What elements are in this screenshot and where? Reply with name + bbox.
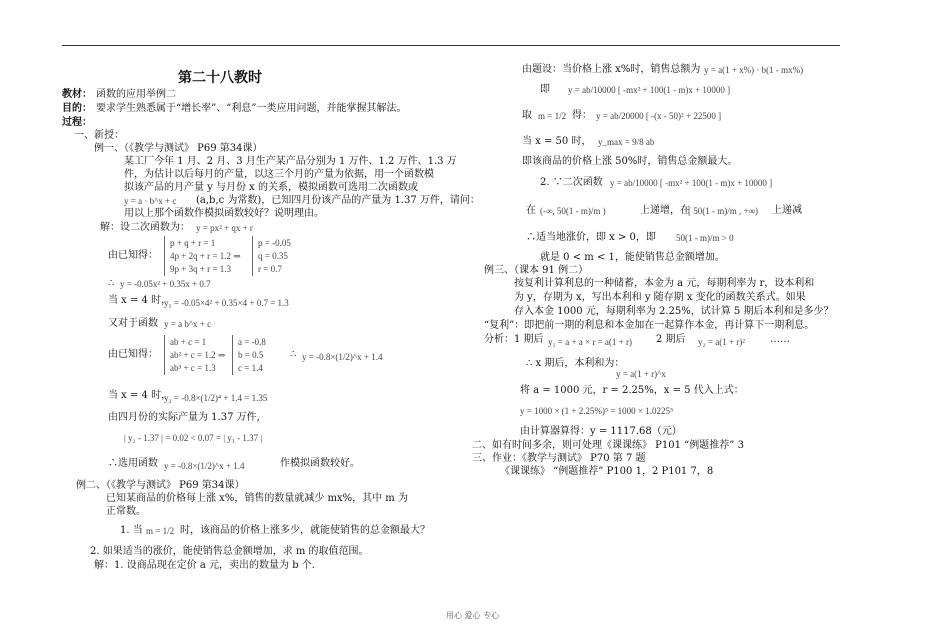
example-two-question-2: 2. 如果适当的涨价，能使销售总金额增加，求 m 的取值范围。	[90, 546, 369, 557]
exponential-formula: y = a b^x + c	[164, 319, 212, 329]
system-brace-1	[164, 236, 165, 276]
analysis-period-2: y₂ = a(1 + r)²	[698, 337, 745, 347]
system-1-eq-3: 9p + 3q + r = 1.3	[170, 264, 231, 274]
right-line-9: 就是 0 < m < 1，能使销售总金额增加。	[540, 252, 725, 263]
right-line-8: ∴适当地涨价，即 x > 0，即	[526, 232, 656, 243]
x-periods-formula: y = a(1 + r)^x	[616, 369, 666, 379]
therefore-2: ∴	[290, 349, 297, 360]
example-one-line-2: 件，为估计以后每月的产量，以这三个月的产量为依据，用一个函数模	[124, 169, 434, 180]
system-2-sol-2: b = 0.5	[238, 350, 264, 360]
example-one-line-5: 用以上那个函数作模拟函数较好？说明理由。	[124, 208, 324, 219]
system-brace-4	[232, 335, 233, 375]
right-line-7-formula-1: (-∞, 50(1 - m)/m )	[540, 206, 606, 216]
quadratic-formula: y = px² + qx + r	[196, 223, 253, 233]
system-1-sol-1: p = -0.05	[258, 238, 291, 248]
exponential-intro: 又对于函数	[108, 318, 158, 329]
system-2-sol-3: c = 1.4	[238, 363, 263, 373]
jiaocai-label: 教材：	[62, 89, 92, 100]
therefore-1: ∴	[108, 278, 115, 289]
x4-label-b: 当 x = 4 时，	[108, 390, 172, 401]
example-two-heading: 例二、（《教学与测试》 P69 第34课）	[76, 480, 245, 491]
right-line-7-b: 上递增，在	[640, 205, 690, 216]
x-periods-label: ∴ x 期后，本利和为：	[526, 358, 625, 369]
choose-formula: y = -0.8×(1/2)^x + 1.4	[164, 461, 245, 471]
right-line-7-formula-2: [ 50(1 - m)/m , +∞)	[688, 206, 758, 216]
april-output: 由四月份的实际产量为 1.37 万件,	[108, 412, 260, 423]
guocheng-label: 过程：	[62, 117, 92, 128]
system-1-sol-2: q = 0.35	[258, 251, 288, 261]
system-1-sol-3: r = 0.7	[258, 264, 282, 274]
system-brace-3	[164, 335, 165, 375]
known-label-1: 由已知得：	[108, 250, 158, 261]
right-line-6-formula: y = ab/10000 [ -mx² + 100(1 - m)x + 10000 ]	[610, 178, 773, 188]
system-1-eq-2: 4p + 2q + r = 1.2 ⇒	[170, 251, 241, 261]
x4-label-a: 当 x = 4 时，	[108, 295, 172, 306]
right-line-7-a: 在	[526, 205, 536, 216]
right-line-7-c: 上递减	[772, 205, 802, 216]
system-brace-2	[252, 236, 253, 276]
substitute-line: 将 a = 1000 元，r = 2.25%，x = 5 代入上式：	[520, 385, 744, 396]
right-line-3-a: 取	[522, 110, 532, 121]
system-1-eq-1: p + q + r = 1	[170, 238, 216, 248]
section-one: 一、新授：	[74, 130, 124, 141]
choose-label: ∴选用函数	[108, 458, 158, 469]
example-one-line-4: (a,b,c 为常数)，已知四月份该产品的产量为 1.37 万件，请问：	[196, 195, 480, 206]
example-three-heading: 例三、（课本 91 例二）	[484, 265, 589, 276]
example-two-question-1-b: 时，该商品的价格上涨多少，就能使销售的总金额最大？	[180, 525, 430, 536]
quadratic-result: y = -0.05x² + 0.35x + 0.7	[120, 279, 211, 289]
right-line-4-formula: y_max = 9/8 ab	[598, 137, 655, 147]
section-three-extra: 《课课练》 “例题推荐” P100 1，2 P101 7，8	[500, 466, 714, 477]
example-two-line-2: 正常数。	[106, 506, 146, 517]
example-three-line-2: 为 y，存期为 x，写出本利和 y 随存期 x 变化的函数关系式。如果	[514, 292, 806, 303]
page-title: 第二十八教时	[178, 70, 262, 86]
example-one-line-1: 某工厂今年 1 月、2 月、3 月生产某产品分别为 1 万件、1.2 万件、1.3 万	[124, 156, 457, 167]
analysis-label: 分析：1 期后	[484, 334, 544, 345]
example-two-question-1-formula: m = 1/2	[146, 526, 175, 536]
substitute-formula: y = 1000 × (1 + 2.25%)⁵ = 1000 × 1.0225⁵	[520, 406, 674, 416]
right-line-8-formula: 50(1 - m)/m > 0	[676, 233, 734, 243]
right-line-2-formula: y = ab/10000 [ -mx² + 100(1 - m)x + 10000 ]	[568, 85, 731, 95]
right-line-2: 即	[540, 84, 550, 95]
mudi-label: 目的：	[62, 103, 92, 114]
right-line-6: 2. ∵二次函数	[540, 177, 603, 188]
example-one-formula: y = a · b^x + c	[124, 196, 177, 206]
mudi-text: 要求学生熟悉属于“增长率”、“利息”一类应用问题，并能掌握其解法。	[96, 103, 407, 114]
exponential-result: y = -0.8×(1/2)^x + 1.4	[302, 352, 383, 362]
system-2-eq-3: ab³ + c = 1.3	[170, 363, 216, 373]
example-three-line-3: 存入本金 1000 元，每期利率为 2.25%，试计算 5 期后本利和是多少？	[514, 306, 834, 317]
deviation-compare: | y₂ - 1.37 | = 0.02 < 0.07 = | y₁ - 1.37 |	[124, 433, 263, 443]
example-two-question-1-a: 1. 当	[120, 525, 143, 536]
right-line-5: 即该商品的价格上涨 50%时，销售总金额最大。	[522, 156, 738, 167]
x4-result-b: y₂ = -0.8×(1/2)⁴ + 1.4 = 1.35	[164, 393, 268, 403]
top-rule	[62, 45, 840, 46]
jiaocai-text: 函数的应用举例二	[96, 89, 176, 100]
example-one-line-3: 拟该产品的月产量 y 与月份 x 的关系，模拟函数可选用二次函数或	[124, 182, 419, 193]
known-label-2: 由已知得：	[108, 349, 158, 360]
example-two-line-1: 已知某商品的价格每上涨 x%，销售的数量就减少 mx%，其中 m 为	[106, 493, 408, 504]
example-three-line-4: “复利”：即把前一期的利息和本金加在一起算作本金，再计算下一期利息。	[484, 320, 815, 331]
section-two: 二、如有时间多余，则可处理《课课练》 P101 “例题推荐” 3	[472, 440, 744, 451]
system-2-eq-1: ab + c = 1	[170, 337, 207, 347]
analysis-period-2-label: 2 期后	[656, 334, 686, 345]
right-line-4: 当 x = 50 时，	[522, 136, 592, 147]
analysis-ellipsis: ……	[770, 334, 790, 345]
analysis-period-1: y₁ = a + a × r = a(1 + r)	[548, 337, 632, 347]
right-line-1: 由题设：当价格上涨 x%时，销售总额为	[522, 64, 701, 75]
system-2-eq-2: ab² + c = 1.2 ⇒	[170, 350, 226, 360]
page-footer: 用心 爱心 专心	[446, 611, 500, 620]
example-two-solution: 解：1. 设商品现在定价 a 元，卖出的数量为 b 个.	[94, 560, 315, 571]
right-line-3-formula-1: m = 1/2	[538, 111, 567, 121]
solution-quadratic: 解：设二次函数为：	[100, 222, 190, 233]
example-one-heading: 例一、（《教学与测试》 P69 第34课）	[94, 143, 263, 154]
right-line-3-b: 得：	[572, 110, 592, 121]
x4-result-a: y₁ = -0.05×4² + 0.35×4 + 0.7 = 1.3	[164, 298, 289, 308]
right-line-3-formula-2: y = ab/20000 [ -(x - 50)² + 22500 ]	[596, 111, 722, 121]
calculator-result: 由计算器算得：y = 1117.68（元）	[520, 426, 682, 437]
section-three: 三、作业：《教学与测试》 P70 第 7 题	[472, 453, 646, 464]
system-2-sol-1: a = -0.8	[238, 337, 266, 347]
right-line-1-formula: y = a(1 + x%) · b(1 - mx%)	[704, 65, 804, 75]
example-three-line-1: 按复利计算利息的一种储蓄，本金为 a 元，每期利率为 r，设本利和	[514, 278, 815, 289]
choose-conclusion: 作模拟函数较好。	[280, 458, 360, 469]
